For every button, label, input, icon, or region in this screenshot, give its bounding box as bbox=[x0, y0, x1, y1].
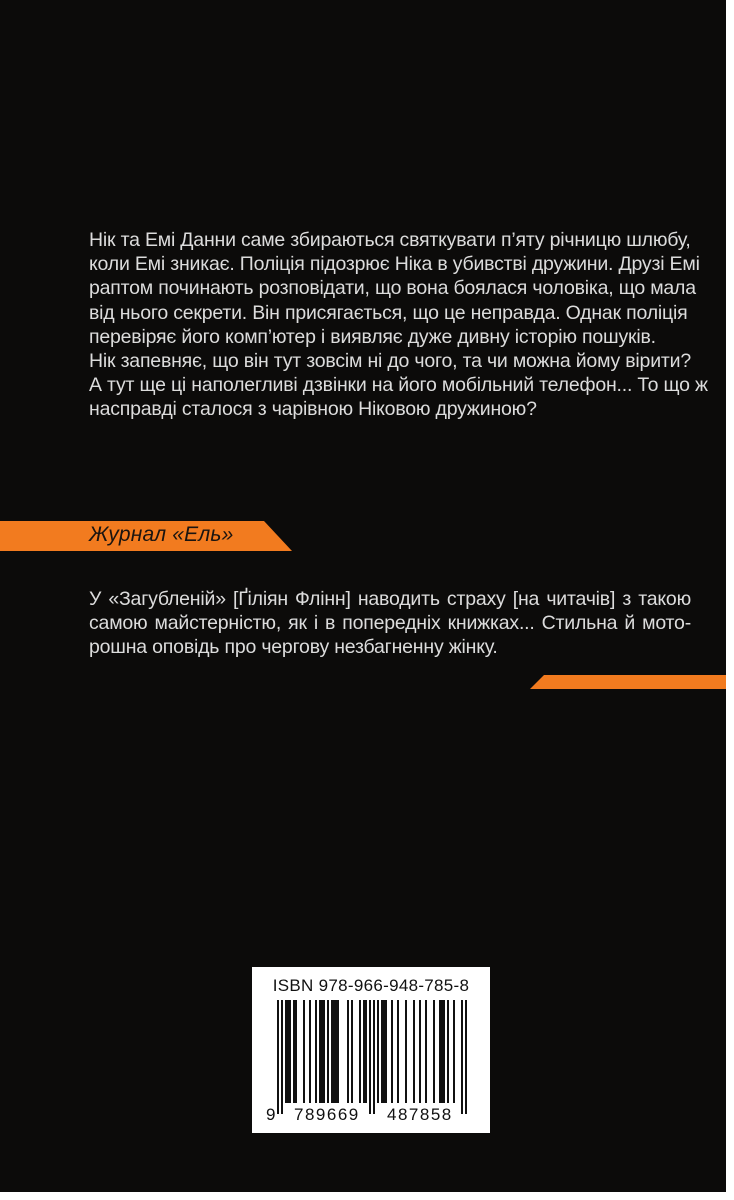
synopsis-line: від нього секрети. Він присягається, що це неправда. Однак поліція bbox=[89, 301, 688, 324]
barcode-bar bbox=[287, 1000, 289, 1103]
barcode-bar bbox=[377, 1000, 379, 1103]
barcode-bar bbox=[453, 1000, 455, 1103]
barcode-bar bbox=[331, 1000, 333, 1103]
barcode-bar bbox=[381, 1000, 383, 1103]
barcode-bar bbox=[363, 1000, 365, 1103]
barcode-bar bbox=[391, 1000, 393, 1103]
barcode-bar bbox=[419, 1000, 421, 1103]
barcode-guard-bar bbox=[373, 1000, 375, 1114]
barcode-bar bbox=[413, 1000, 415, 1103]
quote-line: рошна оповідь про чергову незбагненну жінку. bbox=[89, 636, 498, 659]
barcode-bar bbox=[295, 1000, 297, 1103]
barcode-bar bbox=[351, 1000, 353, 1103]
barcode-bar bbox=[443, 1000, 445, 1103]
barcode-bar bbox=[285, 1000, 287, 1103]
barcode-bar bbox=[359, 1000, 361, 1103]
barcode-bar bbox=[293, 1000, 295, 1103]
barcode-bar bbox=[447, 1000, 449, 1103]
barcode-guard-bar bbox=[369, 1000, 371, 1114]
barcode-bar bbox=[309, 1000, 311, 1103]
barcode-bar bbox=[337, 1000, 339, 1103]
synopsis-text bbox=[89, 228, 708, 422]
barcode-guard-bar bbox=[465, 1000, 467, 1114]
synopsis-line: перевіряє його комп’ютер і виявляє дуже дивну історію пошуків. bbox=[89, 325, 656, 348]
barcode-bar bbox=[335, 1000, 337, 1103]
barcode-bar bbox=[333, 1000, 335, 1103]
barcode-icon bbox=[252, 967, 490, 1133]
barcode-bar bbox=[289, 1000, 291, 1103]
barcode-bar bbox=[323, 1000, 325, 1103]
barcode-bar bbox=[315, 1000, 317, 1103]
synopsis-line: раптом починають розповідати, що вона боялася чоловіка, що мала bbox=[89, 277, 696, 300]
barcode-guard-bar bbox=[277, 1000, 279, 1114]
quote-line: самою майстерністю, як і в попередніх книжках... Стильна й мото- bbox=[89, 612, 691, 635]
barcode-bar bbox=[433, 1000, 435, 1103]
barcode-guard-bar bbox=[461, 1000, 463, 1114]
barcode-bar bbox=[327, 1000, 329, 1103]
barcode-panel bbox=[252, 967, 490, 1133]
barcode-bar bbox=[385, 1000, 387, 1103]
barcode-bar bbox=[321, 1000, 323, 1103]
barcode-bar bbox=[397, 1000, 399, 1103]
synopsis-line: Нік та Емі Данни саме збираються святкувати п’яту річницю шлюбу, bbox=[89, 229, 691, 251]
barcode-bar bbox=[319, 1000, 321, 1103]
review-quote bbox=[89, 587, 691, 660]
isbn-text: ISBN 978-966-948-785-8 bbox=[272, 976, 470, 995]
synopsis-line: насправді сталося з чарівною Ніковою дружиною? bbox=[89, 398, 537, 421]
barcode-bar bbox=[365, 1000, 367, 1103]
quote-line: У «Загубленій» [Ґіліян Флінн] наводить страху [на читачів] з такою bbox=[89, 588, 691, 610]
barcode-bar bbox=[303, 1000, 305, 1103]
barcode-digit-first: 9 bbox=[266, 1105, 276, 1124]
barcode-bar bbox=[347, 1000, 349, 1103]
barcode-bar bbox=[405, 1000, 407, 1103]
barcode-digits-right: 487858 bbox=[387, 1105, 453, 1124]
synopsis-line: А тут ще ці наполегливі дзвінки на його мобільний телефон... То що ж bbox=[89, 374, 708, 397]
synopsis-line: коли Емі зникає. Поліція підозрює Ніка в убивстві дружини. Друзі Емі bbox=[89, 253, 700, 276]
accent-stripe bbox=[530, 675, 726, 689]
barcode-digits-left: 789669 bbox=[294, 1105, 360, 1124]
synopsis-line: Нік запевняє, що він тут зовсім ні до чого, та чи можна йому вірити? bbox=[89, 350, 691, 373]
barcode-guard-bar bbox=[281, 1000, 283, 1114]
review-source-label: Журнал «Ель» bbox=[89, 523, 234, 546]
barcode-bar bbox=[439, 1000, 441, 1103]
barcode-bar bbox=[383, 1000, 385, 1103]
barcode-bar bbox=[425, 1000, 427, 1103]
barcode-bar bbox=[441, 1000, 443, 1103]
